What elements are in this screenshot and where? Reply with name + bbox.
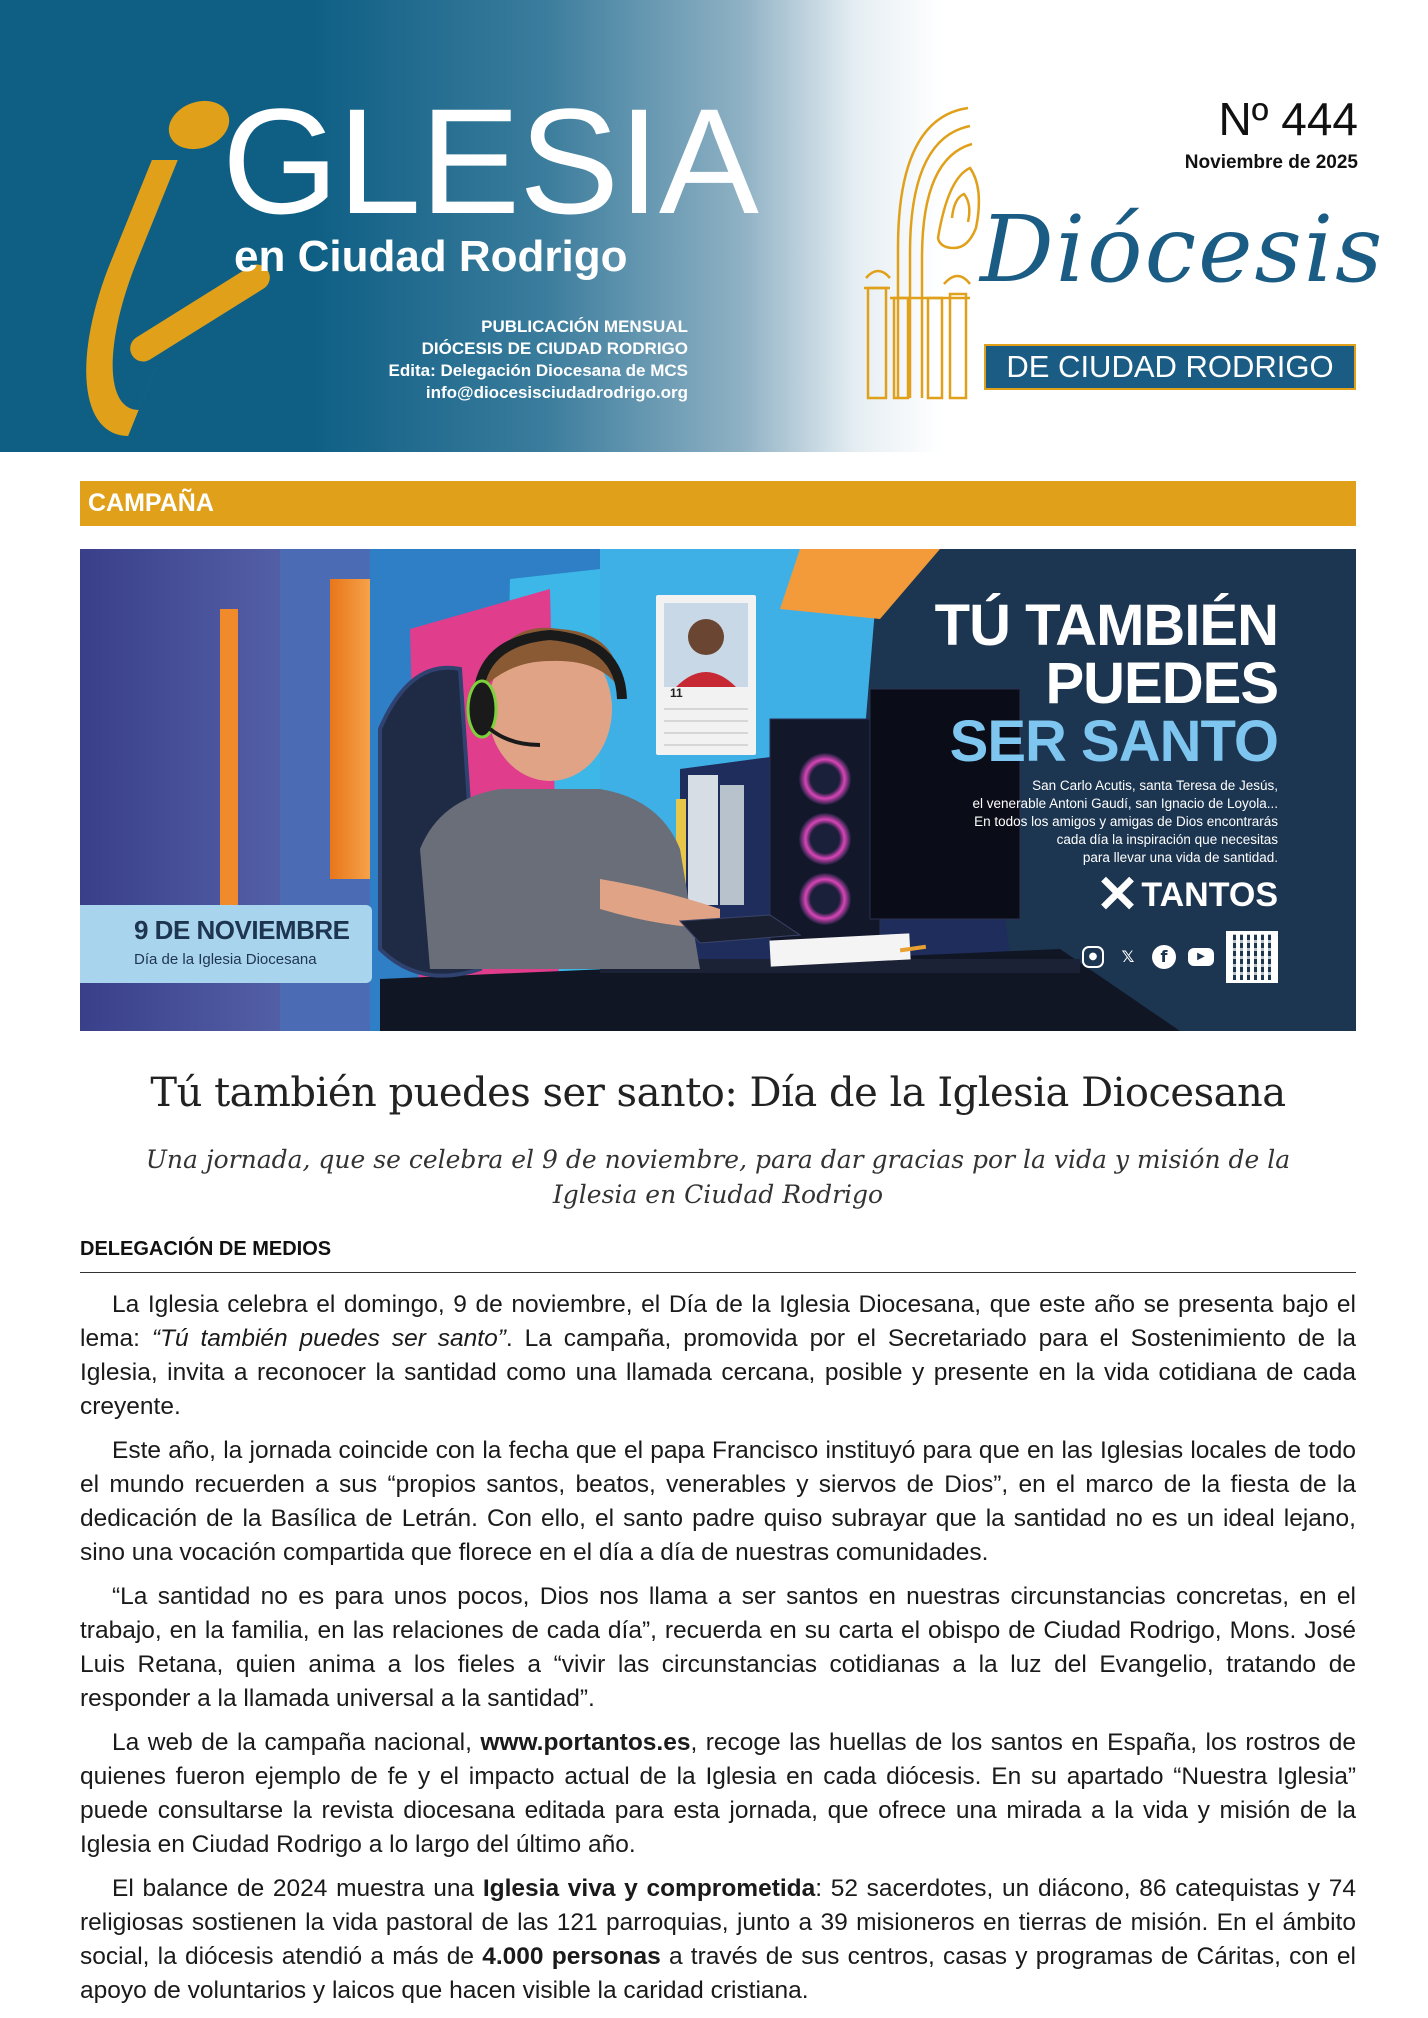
instagram-icon: ● [1082, 946, 1104, 968]
tantos-x-icon: ✕ [1095, 866, 1140, 924]
article-subhead: Una jornada, que se celebra el 9 de noviembre, para dar gracias por la vida y misión de la Iglesia en Ciudad Rodrigo [145, 1145, 1291, 1209]
slogan-line: SER SANTO [949, 709, 1278, 774]
publication-line: DIÓCESIS DE CIUDAD RODRIGO [421, 339, 688, 358]
calendar-day: 11 [670, 686, 683, 700]
highlight-text: 4.000 personas [482, 1943, 661, 1970]
campaign-description [858, 777, 1278, 867]
publication-email: info@diocesisciudadrodrigo.org [425, 383, 688, 402]
slogan-line: PUEDES [1045, 651, 1278, 716]
text-run: a través de sus centros, casas y programas de Cáritas, con el apoyo de voluntarios y laicos que hacen visible la caridad cristiana. [80, 1943, 1356, 2004]
publication-line: PUBLICACIÓN MENSUAL [481, 317, 688, 336]
paragraph [80, 1726, 1356, 1862]
campaign-text-line: En todos los amigos y amigas de Dios encontrarás [974, 814, 1278, 829]
paragraph [80, 1288, 1356, 1424]
tantos-label: TANTOS [1141, 876, 1278, 914]
text-run: , recoge las huellas de los santos en España, los rostros de quienes fueron ejemplo de fe y el impacto actual de la Iglesia en cada diócesis. En su apartado “Nuestra Iglesia” puede consultarse la revista diocesana editada para esta jornada, que ofrece una mirada a la vida y misión de la Iglesia en Ciudad Rodrigo a lo largo del último año. [80, 1729, 1356, 1858]
text-run: La web de la campaña nacional, [112, 1729, 481, 1756]
article-byline: DELEGACIÓN DE MEDIOS [80, 1238, 332, 1260]
social-icons [1082, 931, 1278, 983]
date-badge [80, 905, 372, 983]
x-icon: 𝕏 [1121, 947, 1135, 966]
issue-number: Nº 444 [1218, 93, 1358, 145]
campaign-banner [80, 549, 1356, 1031]
campaign-motto: “Tú también puedes ser santo” [151, 1325, 506, 1352]
campaign-slogan [934, 593, 1278, 774]
text-run: . La campaña, promovida por el Secretariado para el Sostenimiento de la Iglesia, invita a reconocer la santidad como una llamada cercana, posible y presente en la vida cotidiana de cada creyente. [80, 1325, 1356, 1420]
facebook-icon: f [1152, 945, 1176, 969]
text-run: La Iglesia celebra el domingo, 9 de noviembre, el Día de la Iglesia Diocesana, que este año se presenta bajo el lema: [80, 1291, 1356, 1352]
article-body [80, 1288, 1356, 2018]
campaign-text-line: el venerable Antoni Gaudí, san Ignacio de Loyola... [972, 796, 1278, 811]
issue-date: Noviembre de 2025 [1184, 152, 1358, 173]
text-run: El balance de 2024 muestra una [112, 1875, 483, 1902]
publication-info [389, 316, 688, 404]
qr-code-icon [1226, 931, 1278, 983]
diocesis-subtitle: DE CIUDAD RODRIGO [984, 344, 1356, 390]
campaign-text-line: para llevar una vida de santidad. [1082, 850, 1278, 865]
paragraph: Este año, la jornada coincide con la fecha que el papa Francisco instituyó para que en las Iglesias locales de todo el mundo recuerden a sus “propios santos, beatos, venerables y siervos de Dios”, en el marco de la fiesta de la dedicación de la Basílica de Letrán. Con ello, el santo padre quiso subrayar que la santidad no es un ideal lejano, sino una vocación compartida que florece en el día a día de nuestras comunidades. [80, 1437, 1356, 1566]
masthead [0, 0, 1428, 452]
cathedral-arch-icon [858, 98, 988, 418]
section-bar [80, 481, 1356, 526]
byline-divider [80, 1272, 1356, 1273]
campaign-website-link[interactable]: www.portantos.es [480, 1729, 691, 1756]
diocesis-wordmark: Diócesis [980, 196, 1385, 303]
section-label: CAMPAÑA [88, 489, 214, 517]
article-headline: Tú también puedes ser santo: Día de la Iglesia Diocesana [150, 1070, 1286, 1116]
publication-line: Edita: Delegación Diocesana de MCS [388, 361, 688, 380]
tantos-logo [1095, 866, 1278, 924]
campaign-text-line: cada día la inspiración que necesitas [1056, 832, 1278, 847]
logo-subtitle: en Ciudad Rodrigo [234, 232, 628, 281]
text-run: : 52 sacerdotes, un diácono, 86 catequistas y 74 religiosas sostienen la vida pastoral de las 121 parroquias, junto a 39 misioneros en tierras de misión. En el ámbito social, la diócesis atendió a más de [80, 1875, 1356, 1970]
youtube-icon: ▶ [1188, 948, 1214, 966]
badge-subtitle: Día de la Iglesia Diocesana [134, 951, 317, 968]
logo-title: GLESIA [222, 77, 758, 245]
paragraph: “La santidad no es para unos pocos, Dios nos llama a ser santos en nuestras circunstancias concretas, en el trabajo, en la familia, en las relaciones de cada día”, recuerda en su carta el obispo de Ciudad Rodrigo, Mons. José Luis Retana, quien anima a los fieles a “vivir las circunstancias cotidianas a la luz del Evangelio, tratando de responder a la llamada universal a la santidad”. [80, 1583, 1356, 1712]
paragraph [80, 1872, 1356, 2008]
highlight-text: Iglesia viva y comprometida [482, 1875, 816, 1902]
slogan-line: TÚ TAMBIÉN [934, 593, 1278, 658]
campaign-text-line: San Carlo Acutis, santa Teresa de Jesús, [1032, 778, 1278, 793]
badge-date: 9 DE NOVIEMBRE [134, 915, 350, 945]
